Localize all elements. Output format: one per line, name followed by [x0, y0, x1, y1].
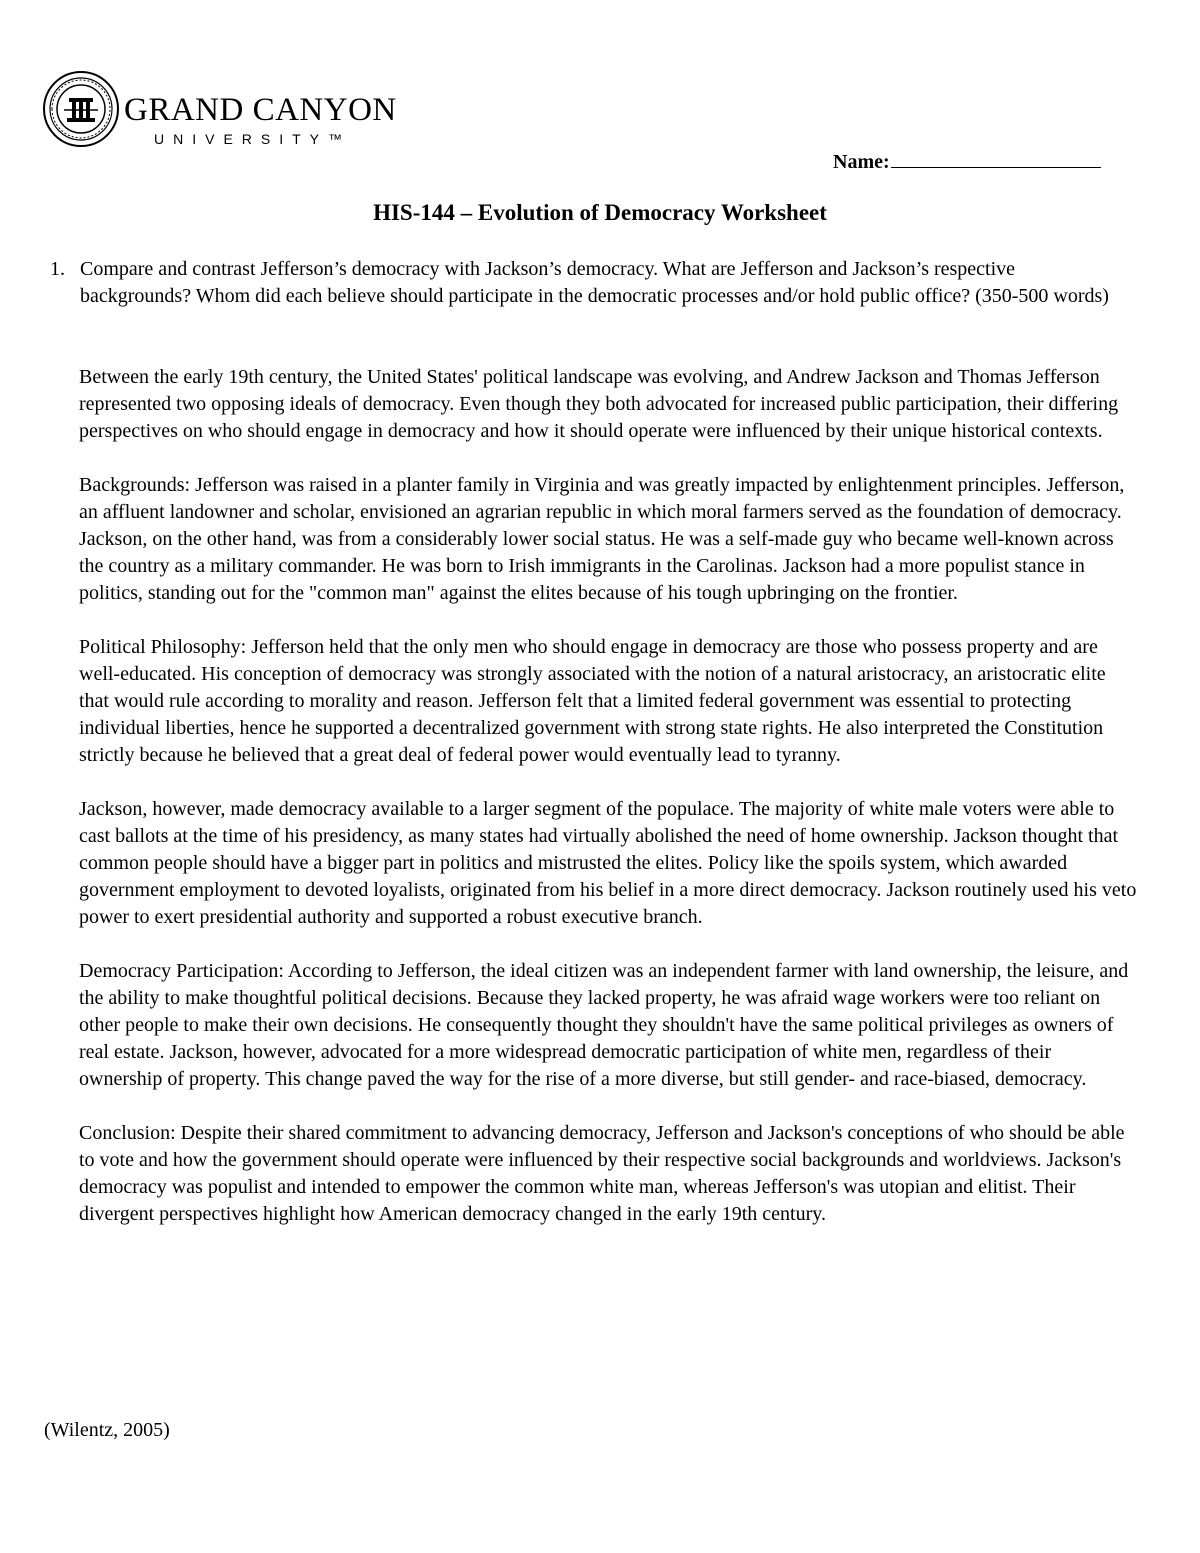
university-logo — [42, 70, 397, 150]
question-text: Compare and contrast Jefferson’s democracy with Jackson’s democracy. What are Jefferson and Jackson’s respective backgrounds? Whom did each believe should participate in the democratic processes and/or hold public office? (350-500 words) — [80, 258, 1109, 307]
page-title: HIS-144 – Evolution of Democracy Worksheet — [373, 200, 827, 225]
name-field — [833, 149, 1101, 174]
name-blank-line[interactable] — [891, 149, 1101, 168]
answer-body — [79, 364, 1139, 1255]
question-1 — [50, 256, 1130, 310]
logo-subtitle: UNIVERSITY™ — [154, 131, 352, 147]
answer-paragraph-philosophy: Political Philosophy: Jefferson held that the only men who should engage in democracy are those who possess property and are well-educated. His conception of democracy was strongly associated with the notion of a natural aristocracy, an aristocratic elite that would rule according to morality and reason. Jefferson felt that a limited federal government was essential to protecting individual liberties, hence he supported a decentralized government with strong state rights. He also interpreted the Constitution strictly because he believed that a great deal of federal power would eventually lead to tyranny. — [79, 636, 1106, 766]
answer-paragraph-participation: Democracy Participation: According to Jefferson, the ideal citizen was an independent farmer with land ownership, the leisure, and the ability to make thoughtful political decisions. Because they lacked property, he was afraid wage workers were too reliant on other people to make their own decisions. He consequently thought they shouldn't have the same political privileges as owners of real estate. Jackson, however, advocated for a more widespread democratic participation of white men, regardless of their ownership of property. This change paved the way for the rise of a more diverse, but still gender- and race-biased, democracy. — [79, 960, 1129, 1090]
name-label: Name: — [833, 151, 890, 173]
answer-paragraph-backgrounds: Backgrounds: Jefferson was raised in a planter family in Virginia and was greatly impacted by enlightenment principles. Jefferson, an affluent landowner and scholar, envisioned an agrarian republic in which moral farmers served as the foundation of democracy. Jackson, on the other hand, was from a considerably lower social status. He was a self-made guy who became well-known across the country as a military commander. He was born to Irish immigrants in the Carolinas. Jackson had a more populist stance in politics, standing out for the "common man" against the elites because of his tough upbringing on the frontier. — [79, 474, 1125, 604]
logo-title: GRAND CANYON — [124, 92, 397, 128]
answer-paragraph-jackson: Jackson, however, made democracy available to a larger segment of the populace. The majority of white male voters were able to cast ballots at the time of his presidency, as many states had virtually abolished the need of home ownership. Jackson thought that common people should have a bigger part in politics and mistrusted the elites. Policy like the spoils system, which awarded government employment to devoted loyalists, originated from his belief in a more direct democracy. Jackson routinely used his veto power to exert presidential authority and supported a robust executive branch. — [79, 798, 1137, 928]
answer-paragraph-conclusion: Conclusion: Despite their shared commitment to advancing democracy, Jefferson and Jackson's conceptions of who should be able to vote and how the government should operate were influenced by their respective social backgrounds and worldviews. Jackson's democracy was populist and intended to empower the common white man, whereas Jefferson's was utopian and elitist. Their divergent perspectives highlight how American democracy changed in the early 19th century. — [79, 1122, 1125, 1225]
citation: (Wilentz, 2005) — [44, 1419, 170, 1441]
university-seal-icon — [42, 70, 120, 148]
question-number: 1. — [50, 258, 65, 280]
answer-paragraph-intro: Between the early 19th century, the United States' political landscape was evolving, and Andrew Jackson and Thomas Jefferson represented two opposing ideals of democracy. Even though they both advocated for increased public participation, their differing perspectives on who should engage in democracy and how it should operate were influenced by their unique historical contexts. — [79, 366, 1119, 442]
